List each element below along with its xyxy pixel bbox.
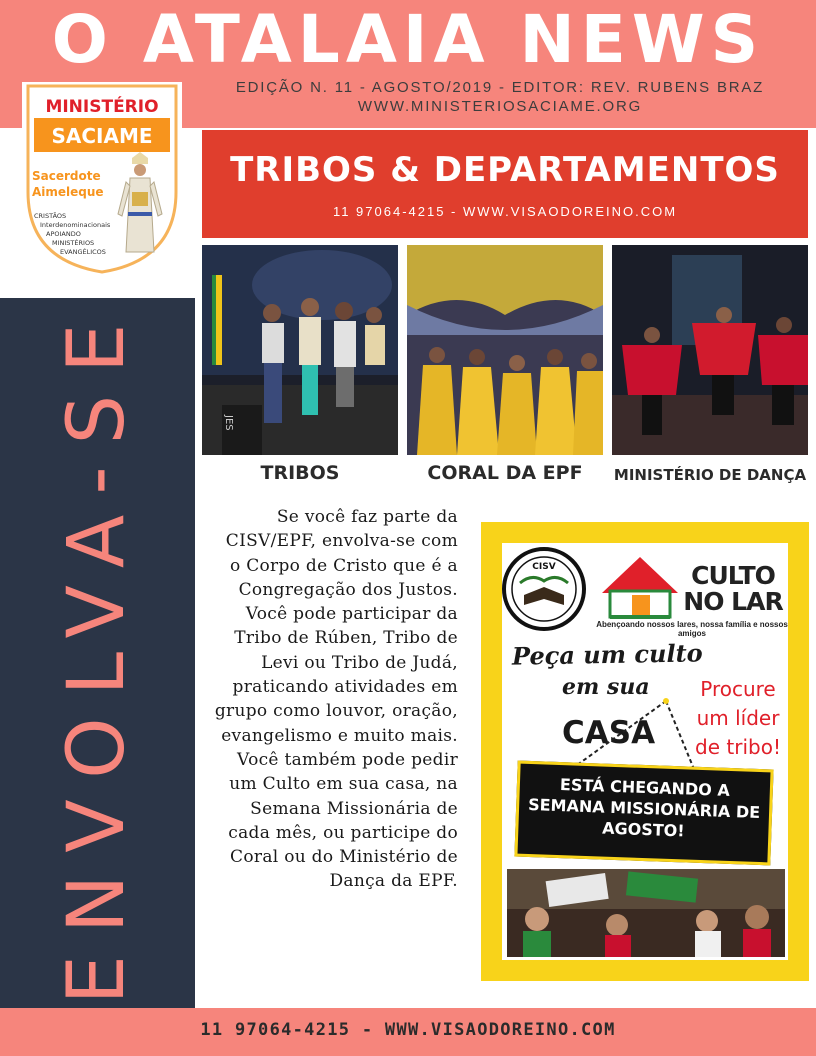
- seal-text: CISV: [532, 562, 556, 572]
- sidebar-vertical-title: ENVOLVA-SE: [52, 301, 142, 1005]
- coral-photo-image: [407, 245, 603, 455]
- caption-coral: CORAL DA EPF: [427, 462, 583, 484]
- cisv-seal-icon: [504, 549, 584, 629]
- logo-line2: SACIAME: [51, 124, 153, 148]
- flyer-headline-1: Peça um culto: [511, 638, 703, 671]
- caption-danca: MINISTÉRIO DE DANÇA: [613, 466, 807, 484]
- logo-motto-5: EVANGÉLICOS: [60, 248, 106, 256]
- section-contact: 11 97064-4215 - WWW.VISAODOREINO.COM: [332, 204, 678, 219]
- footer-contact: 11 97064-4215 - WWW.VISAODOREINO.COM: [200, 1020, 616, 1040]
- flyer-tagline: Abençoando nossos lares, nossa família e nossos amigos: [596, 620, 788, 638]
- flyer-content: [502, 543, 788, 960]
- section-header: [202, 130, 808, 238]
- photo-coral: [407, 245, 603, 455]
- tribos-photo-image: [202, 245, 398, 455]
- flyer-brand: CULTO NO LAR: [683, 561, 783, 616]
- flyer-crowd-photo: [507, 869, 785, 957]
- article-body: [212, 505, 458, 894]
- masthead-title: O ATALAIA NEWS: [51, 1, 765, 78]
- flyer-aside: Procure um líder de tribo!: [695, 677, 781, 759]
- photo-tribos: [202, 245, 398, 455]
- shield-logo-icon: [22, 82, 182, 274]
- article-paragraph-1: Se você faz parte da CISV/EPF, envolva-se com o Corpo de Cristo que é a Congregação dos Justos. Você pode participar da Tribo de Rúben, Tribo de Levi ou Tribo de Judá, praticando atividades em grupo como louvor, oração, evangelismo e muito mais.: [214, 507, 458, 746]
- edition-website: WWW.MINISTERIOSACIAME.ORG: [357, 98, 643, 115]
- caption-tribos: TRIBOS: [260, 462, 340, 484]
- flyer-headline-2: em sua: [562, 674, 650, 700]
- logo-motto-1: CRISTÃOS: [34, 212, 67, 220]
- house-icon: [602, 557, 678, 619]
- mission-week-sign: [514, 761, 773, 866]
- footer-band: [0, 1008, 816, 1056]
- edition-info: [200, 78, 800, 116]
- photo-danca: [612, 245, 808, 455]
- flyer-headline-3: CASA: [562, 715, 656, 751]
- logo-line4: Aimeleque: [32, 185, 104, 199]
- logo-motto-4: MINISTÉRIOS: [52, 239, 95, 247]
- logo-motto-2: Interdenominacionais: [40, 221, 111, 229]
- stage-sign-text: JES: [223, 415, 234, 431]
- logo-line1: MINISTÉRIO: [45, 97, 159, 117]
- logo-motto-3: APOIANDO: [46, 230, 81, 238]
- danca-photo-image: [612, 245, 808, 455]
- ministry-logo: [22, 82, 182, 274]
- mission-week-sign-text: ESTÁ CHEGANDO A SEMANA MISSIONÁRIA DE AGOSTO!: [527, 775, 761, 841]
- logo-line3: Sacerdote: [32, 169, 101, 183]
- culto-no-lar-flyer: [481, 522, 809, 981]
- edition-line: EDIÇÃO N. 11 - AGOSTO/2019 - EDITOR: REV. RUBENS BRAZ: [235, 79, 765, 96]
- article-paragraph-2: Você também pode pedir um Culto em sua casa, na Semana Missionária de cada mês, ou participe do Coral ou do Ministério de Dança da EPF.: [228, 749, 458, 892]
- section-title: TRIBOS & DEPARTAMENTOS: [230, 150, 780, 190]
